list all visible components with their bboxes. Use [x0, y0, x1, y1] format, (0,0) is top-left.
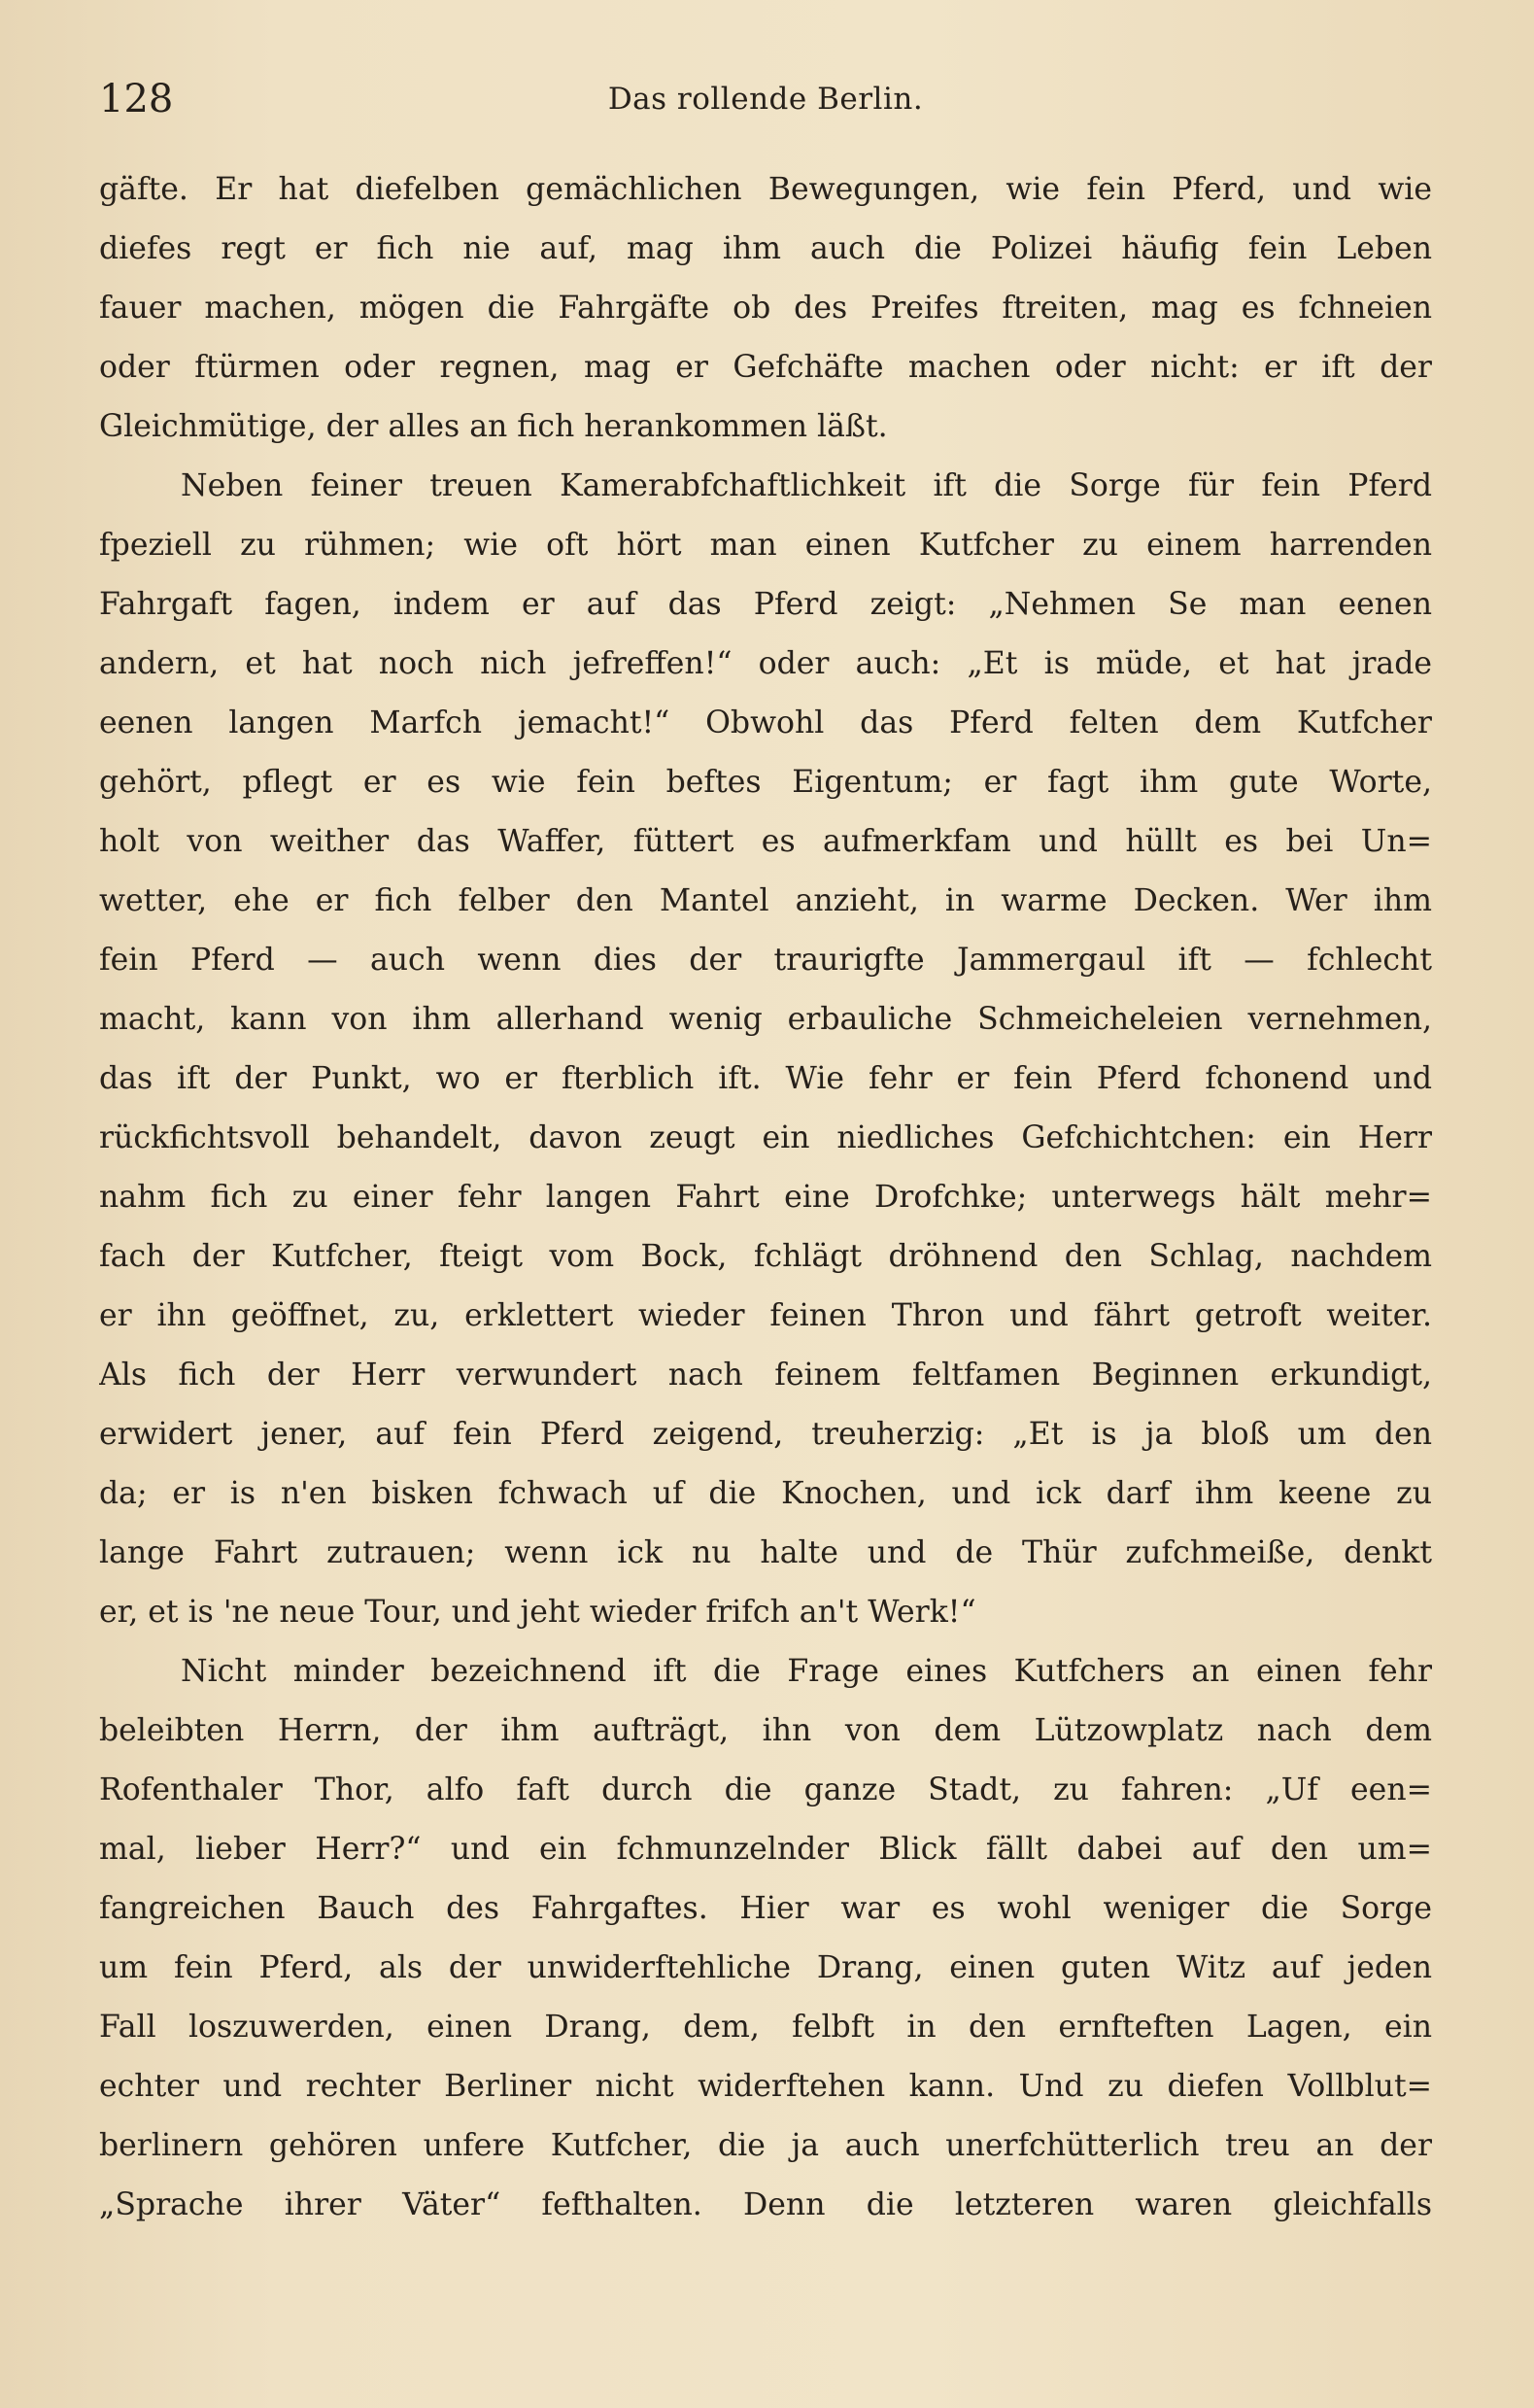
text-line: fauer machen, mögen die Fahrgäfte ob des Preifes ftreiten, mag es fchneien — [99, 291, 1432, 326]
text-line: erwidert jener, auf fein Pferd zeigend, treuherzig: „Et is ja bloß um den — [99, 1417, 1432, 1452]
text-line: echter und rechter Berliner nicht widerftehen kann. Und zu diefen Vollblut= — [99, 2069, 1432, 2104]
text-line: Fahrgaft fagen, indem er auf das Pferd zeigt: „Nehmen Se man eenen — [99, 587, 1432, 622]
text-line: oder ftürmen oder regnen, mag er Gefchäfte machen oder nicht: er ift der — [99, 350, 1432, 385]
text-line: lange Fahrt zutrauen; wenn ick nu halte und de Thür zufchmeiße, denkt — [99, 1535, 1432, 1570]
text-line: Fall loszuwerden, einen Drang, dem, felbft in den ernfteften Lagen, ein — [99, 2010, 1432, 2045]
text-line: um fein Pferd, als der unwiderftehliche Drang, einen guten Witz auf jeden — [99, 1950, 1432, 1985]
text-line: mal, lieber Herr?“ und ein fchmunzelnder Blick fällt dabei auf den um= — [99, 1832, 1432, 1867]
text-line: eenen langen Marfch jemacht!“ Obwohl das Pferd felten dem Kutfcher — [99, 705, 1432, 740]
text-line: gäfte. Er hat diefelben gemächlichen Bewegungen, wie fein Pferd, und wie — [99, 172, 1432, 207]
text-line: wetter, ehe er fich felber den Mantel anzieht, in warme Decken. Wer ihm — [99, 883, 1432, 918]
text-line: holt von weither das Waffer, füttert es aufmerkfam und hüllt es bei Un= — [99, 824, 1432, 859]
text-line: Nicht minder bezeichnend ift die Frage eines Kutfchers an einen fehr — [181, 1654, 1432, 1689]
text-line: Rofenthaler Thor, alfo faft durch die ganze Stadt, zu fahren: „Uf een= — [99, 1772, 1432, 1807]
running-head: Das rollende Berlin. — [607, 82, 924, 117]
text-line: er, et is 'ne neue Tour, und jeht wieder frifch an't Werk!“ — [99, 1595, 976, 1630]
text-line: berlinern gehören unfere Kutfcher, die ja auch unerfchütterlich treu an der — [99, 2128, 1432, 2163]
page-number: 128 — [99, 77, 174, 121]
text-line: er ihn geöffnet, zu, erklettert wieder feinen Thron und fährt getroft weiter. — [99, 1298, 1432, 1333]
text-line: nahm fich zu einer fehr langen Fahrt eine Drofchke; unterwegs hält mehr= — [99, 1180, 1432, 1215]
text-line: fach der Kutfcher, fteigt vom Bock, fchlägt dröhnend den Schlag, nachdem — [99, 1239, 1432, 1274]
text-line: gehört, pflegt er es wie fein beftes Eigentum; er fagt ihm gute Worte, — [99, 765, 1432, 800]
body-text — [99, 160, 1432, 2235]
text-line: fangreichen Bauch des Fahrgaftes. Hier war es wohl weniger die Sorge — [99, 1891, 1432, 1926]
text-line: fpeziell zu rühmen; wie oft hört man einen Kutfcher zu einem harrenden — [99, 528, 1432, 563]
text-line: Neben feiner treuen Kamerabfchaftlichkeit ift die Sorge für fein Pferd — [181, 468, 1432, 503]
text-line: andern, et hat noch nich jefreffen!“ oder auch: „Et is müde, et hat jrade — [99, 646, 1432, 681]
page-header — [99, 70, 1432, 128]
text-line: das ift der Punkt, wo er fterblich ift. Wie fehr er fein Pferd fchonend und — [99, 1061, 1432, 1096]
text-line: diefes regt er fich nie auf, mag ihm auch die Polizei häufig fein Leben — [99, 231, 1432, 266]
text-line: macht, kann von ihm allerhand wenig erbauliche Schmeicheleien vernehmen, — [99, 1002, 1432, 1037]
text-line: rückfichtsvoll behandelt, davon zeugt ein niedliches Gefchichtchen: ein Herr — [99, 1120, 1432, 1155]
text-line: fein Pferd — auch wenn dies der traurigfte Jammergaul ift — fchlecht — [99, 943, 1432, 978]
text-line: Gleichmütige, der alles an fich herankommen läßt. — [99, 409, 888, 444]
text-line: da; er is n'en bisken fchwach uf die Knochen, und ick darf ihm keene zu — [99, 1476, 1432, 1511]
text-line: „Sprache ihrer Väter“ fefthalten. Denn die letzteren waren gleichfalls — [99, 2187, 1432, 2222]
text-line: Als fich der Herr verwundert nach feinem feltfamen Beginnen erkundigt, — [99, 1358, 1432, 1393]
text-line: beleibten Herrn, der ihm aufträgt, ihn von dem Lützowplatz nach dem — [99, 1713, 1432, 1748]
